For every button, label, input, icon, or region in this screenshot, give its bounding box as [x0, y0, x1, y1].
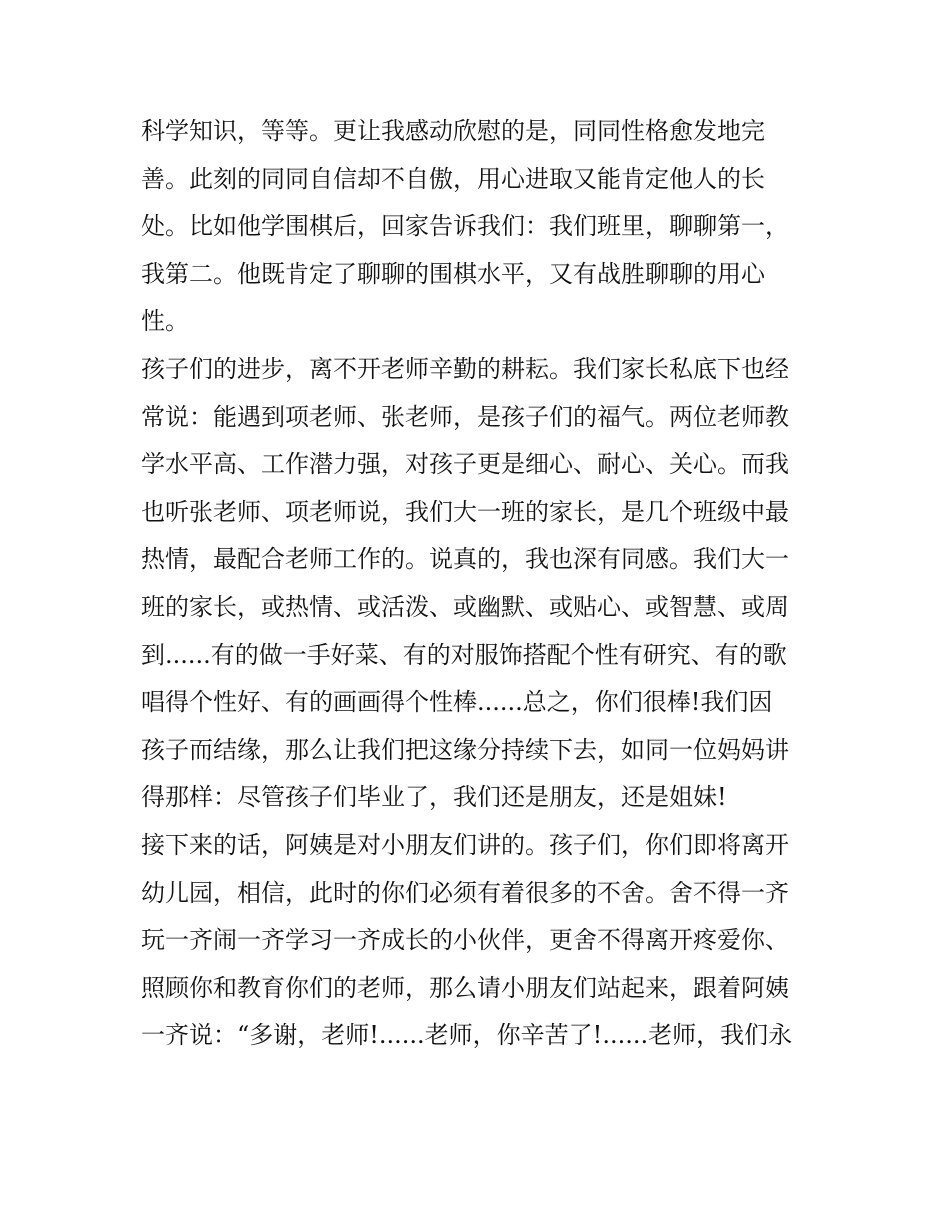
text-line: 一齐说：“多谢，老师!......老师，你辛苦了!......老师，我们永	[141, 1021, 793, 1050]
text-line: 班的家长，或热情、或活泼、或幽默、或贴心、或智慧、或周	[141, 592, 789, 621]
body-text	[141, 108, 821, 1060]
text-line: 接下来的话，阿姨是对小朋友们讲的。孩子们，你们即将离开	[141, 830, 789, 859]
text-line: 学水平高、工作潜力强，对孩子更是细心、耐心、关心。而我	[141, 450, 789, 479]
text-line: 得那样：尽管孩子们毕业了，我们还是朋友，还是姐妹!	[141, 783, 727, 812]
text-line: 照顾你和教育你们的老师，那么请小朋友们站起来，跟着阿姨	[141, 973, 789, 1002]
text-line: 幼儿园，相信，此时的你们必须有着很多的不舍。舍不得一齐	[141, 878, 789, 907]
text-line: 到......有的做一手好菜、有的对服饰搭配个性有研究、有的歌	[141, 640, 787, 669]
text-line: 孩子而结缘，那么让我们把这缘分持续下去，如同一位妈妈讲	[141, 735, 789, 764]
text-line: 热情，最配合老师工作的。说真的，我也深有同感。我们大一	[141, 545, 789, 574]
text-line: 处。比如他学围棋后，回家告诉我们：我们班里，聊聊第一，	[141, 212, 789, 241]
text-line: 科学知识，等等。更让我感动欣慰的是，同同性格愈发地完	[141, 117, 765, 145]
text-line: 孩子们的进步，离不开老师辛勤的耕耘。我们家长私底下也经	[141, 354, 789, 383]
text-line: 唱得个性好、有的画画得个性棒......总之，你们很棒!我们因	[141, 688, 773, 717]
text-line: 常说：能遇到项老师、张老师，是孩子们的福气。两位老师教	[141, 402, 789, 431]
text-line: 性。	[141, 307, 189, 336]
text-line: 玩一齐闹一齐学习一齐成长的小伙伴，更舍不得离开疼爱你、	[141, 926, 789, 955]
text-line: 也听张老师、项老师说，我们大一班的家长，是几个班级中最	[141, 497, 789, 526]
text-line: 善。此刻的同同自信却不自傲，用心进取又能肯定他人的长	[141, 164, 765, 193]
text-line: 我第二。他既肯定了聊聊的围棋水平，又有战胜聊聊的用心	[141, 259, 765, 288]
